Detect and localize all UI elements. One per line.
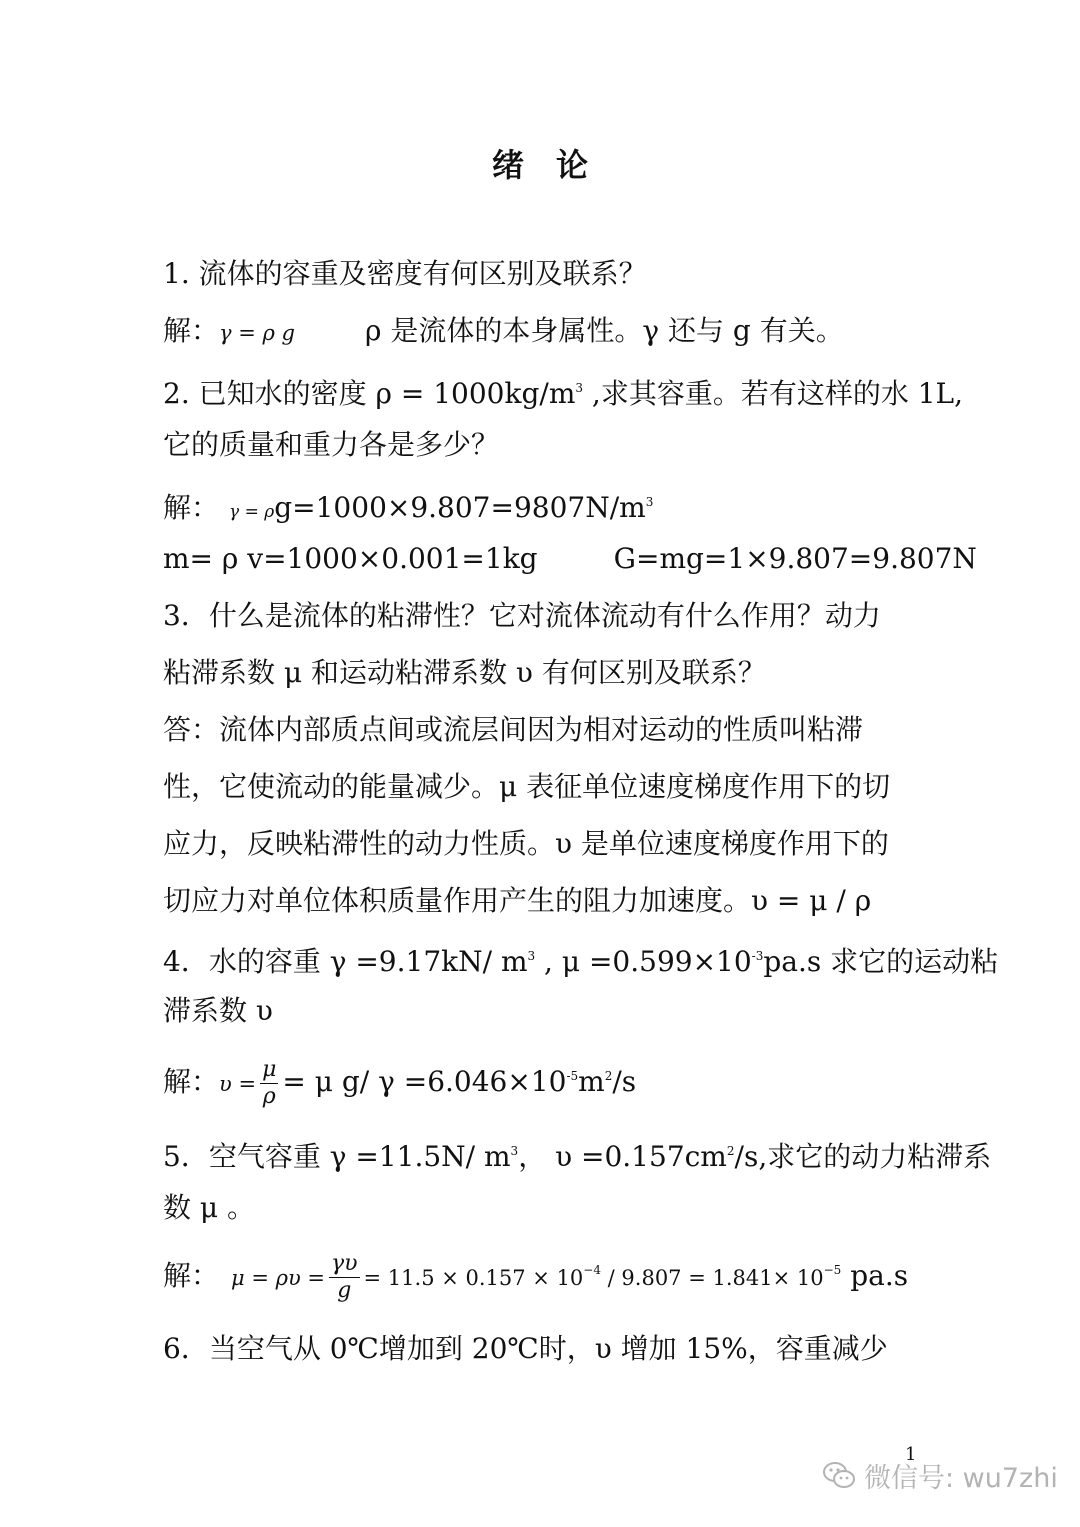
answer-5-unit: pa.s	[841, 1259, 909, 1292]
question-2-text-b: ,求其容重。若有这样的水 1L,	[583, 377, 964, 410]
page-number: 1	[905, 1444, 917, 1465]
answer-3-text-d: 切应力对单位体积质量作用产生的阻力加速度。υ = μ / ρ	[163, 884, 872, 917]
question-3-text-a: 3．什么是流体的粘滞性？它对流体流动有什么作用？动力	[163, 599, 881, 632]
question-2-line-1	[163, 368, 964, 414]
answer-4-label: 解：	[163, 1065, 220, 1098]
answer-2-weight: G=mg=1×9.807=9.807N	[613, 542, 977, 575]
question-5-line-1	[163, 1131, 992, 1177]
answer-3-line-3	[163, 824, 923, 864]
question-5-text-b: ， υ =0.157cm	[518, 1140, 727, 1173]
answer-5-label: 解：	[163, 1259, 220, 1292]
question-4-sup-1: 3	[527, 949, 536, 963]
question-4-text-b: , μ =0.599×10	[535, 945, 752, 978]
answer-5-rhs-a: = 11.5 × 0.157 × 10	[363, 1266, 584, 1290]
answer-5-fraction	[329, 1253, 360, 1302]
question-5-text-d: 数 μ 。	[163, 1191, 255, 1224]
answer-5-sup-2: −5	[823, 1263, 842, 1277]
question-5-text-a: 5．空气容重 γ =11.5N/ m	[163, 1140, 511, 1173]
question-4-line-1	[163, 936, 999, 982]
answer-1	[163, 311, 923, 353]
question-2-text-a: 2. 已知水的密度 ρ = 1000kg/m	[163, 377, 576, 410]
question-5-sup-1: 3	[510, 1144, 519, 1158]
answer-3-text-c: 应力，反映粘滞性的动力性质。υ 是单位速度梯度作用下的	[163, 827, 889, 860]
answer-3-line-2	[163, 767, 923, 807]
answer-4-frac-num: μ	[262, 1057, 277, 1082]
answer-1-formula: γ = ρ g	[219, 321, 295, 345]
answer-2-formula: g=1000×9.807=9807N/m	[274, 491, 646, 524]
answer-3-text-a: 答：流体内部质点间或流层间因为相对运动的性质叫粘滞	[163, 713, 864, 746]
answer-4-sup-1: -5	[566, 1069, 579, 1083]
answer-4-unit-tail: /s	[612, 1065, 637, 1098]
answer-2-line-2	[163, 539, 977, 579]
answer-2-sup: 3	[645, 495, 654, 509]
answer-2-line-1	[163, 482, 923, 532]
answer-4-fraction	[260, 1059, 278, 1108]
answer-5-frac-num: γυ	[331, 1251, 358, 1276]
answer-1-text: ρ 是流体的本身属性。γ 还与 g 有关。	[364, 314, 844, 347]
question-4-text-a: 4．水的容重 γ =9.17kN/ m	[163, 945, 528, 978]
question-6-text: 6．当空气从 0℃增加到 20℃时，υ 增加 15%，容重减少	[163, 1332, 888, 1365]
answer-3-line-1	[163, 710, 923, 750]
answer-4-sup-2: 2	[604, 1069, 613, 1083]
question-5-text-c: /s,求它的动力粘滞系	[734, 1140, 992, 1173]
answer-4-frac-den: ρ	[262, 1084, 276, 1109]
question-4-text-c: pa.s 求它的运动粘	[763, 945, 999, 978]
question-6-line-1	[163, 1329, 923, 1369]
wechat-icon	[822, 1460, 856, 1490]
watermark-text: 微信号: wu7zhi	[864, 1462, 1058, 1494]
answer-5-frac-den: g	[337, 1278, 352, 1303]
question-4-sup-2: -3	[751, 949, 764, 963]
page-title: 绪论	[491, 146, 620, 184]
question-2-text-c: 它的质量和重力各是多少？	[163, 428, 500, 461]
question-2-line-2	[163, 425, 923, 465]
answer-3-line-4	[163, 881, 923, 921]
question-4-line-2	[163, 991, 923, 1031]
answer-4-rhs: = μ g/ γ =6.046×10	[282, 1065, 567, 1098]
watermark	[822, 1455, 1058, 1495]
question-3-text-b: 粘滞系数 μ 和运动粘滞系数 υ 有何区别及联系？	[163, 656, 766, 689]
answer-4-lhs: υ =	[219, 1072, 257, 1096]
answer-5-rhs-b: / 9.807 = 1.841× 10	[601, 1266, 824, 1290]
question-3-line-2	[163, 653, 923, 693]
question-4-text-d: 滞系数 υ	[163, 994, 273, 1027]
question-1	[163, 254, 923, 294]
answer-5-sup-1: −4	[583, 1263, 601, 1277]
answer-2-mass: m= ρ v=1000×0.001=1kg	[163, 542, 538, 575]
answer-5	[163, 1250, 923, 1303]
answer-1-label: 解：	[163, 314, 220, 347]
question-2-sup: 3	[575, 381, 584, 395]
question-3-line-1	[163, 596, 923, 636]
question-5-line-2	[163, 1188, 923, 1228]
answer-2-label: 解：	[163, 491, 220, 524]
answer-4-unit: m	[578, 1065, 605, 1098]
answer-4	[163, 1056, 923, 1109]
answer-5-lhs: μ = ρυ =	[231, 1266, 325, 1290]
answer-3-text-b: 性，它使流动的能量减少。μ 表征单位速度梯度作用下的切	[163, 770, 891, 803]
answer-2-formula-prefix: γ = ρ	[229, 502, 275, 522]
question-5-sup-2: 2	[726, 1144, 735, 1158]
question-1-text: 1. 流体的容重及密度有何区别及联系？	[163, 257, 647, 290]
